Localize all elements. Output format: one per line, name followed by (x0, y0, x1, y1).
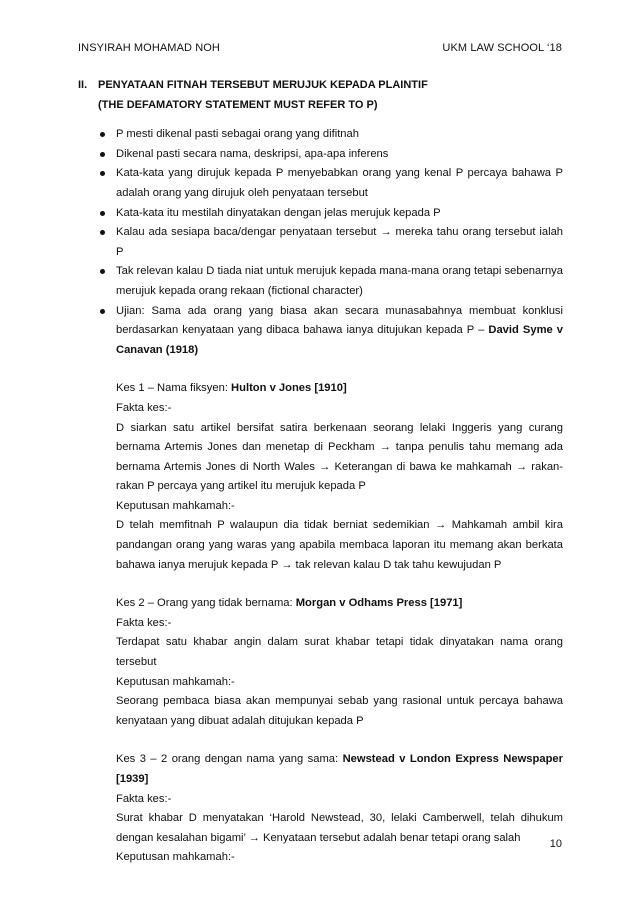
case-block (78, 750, 563, 868)
section-subtitle: (THE DEFAMATORY STATEMENT MUST REFER TO P) (98, 98, 378, 111)
case-label: Kes 1 – Nama fiksyen: (116, 382, 232, 395)
bullet-text: Dikenal pasti secara nama, deskripsi, apa-apa inferens (116, 147, 389, 160)
decision-text: Seorang pembaca biasa akan mempunyai sebab yang rasional untuk percaya bahawa kenyataan yang dibuat adalah ditujukan kepada P (116, 695, 563, 727)
page-content (78, 76, 563, 868)
facts-label: Fakta kes:- (116, 792, 172, 805)
decision-text: D telah memfitnah P walaupun dia tidak berniat sedemikian → Mahkamah ambil kira pandangan orang yang waras yang apabila membaca laporan itu memang akan berkata bahawa ianya merujuk kepada P → tak relevan kalau D tak tahu kewujudan P (116, 519, 563, 571)
facts-text: Terdapat satu khabar angin dalam surat khabar tetapi tidak dinyatakan nama orang tersebut (116, 636, 563, 669)
arrow-icon: → (380, 226, 392, 239)
bullet-text: mereka tahu orang tersebut ialah P (116, 226, 564, 258)
bullet-text: P mesti dikenal pasti sebagai orang yang difitnah (116, 128, 359, 141)
bullet-item (78, 204, 563, 224)
case-label: Kes 2 – Orang yang tidak bernama: (116, 597, 296, 610)
bullet-text: Ujian: Sama ada orang yang biasa akan secara munasabahnya membuat konklusi berdasarkan kenyataan yang dibaca bahawa ianya ditujukan kepada P – (116, 304, 563, 337)
facts-label: Fakta kes:- (116, 616, 172, 629)
decision-label: Keputusan mahkamah:- (116, 499, 235, 512)
bullet-text: Tak relevan kalau D tiada niat untuk merujuk kepada mana-mana orang tetapi sebenarnya merujuk kepada orang rekaan (fictional character) (116, 265, 563, 297)
bullet-text: Kata-kata itu mestilah dinyatakan dengan jelas merujuk kepada P (116, 206, 441, 219)
case-citation: Morgan v Odhams Press [1971] (295, 597, 463, 610)
page-number: 10 (549, 838, 562, 850)
bullet-text: Kalau ada sesiapa baca/dengar penyataan tersebut (116, 226, 377, 239)
case-block (78, 379, 563, 575)
header-author: INSYIRAH MOHAMAD NOH (78, 42, 220, 54)
bullet-item (78, 223, 563, 262)
case-citation: Newstead v London Express Newspaper [1939] (116, 753, 563, 785)
bullet-item (78, 302, 563, 361)
section-heading (78, 76, 563, 96)
case-citation: Hulton v Jones [1910] (231, 382, 347, 395)
facts-label: Fakta kes:- (116, 401, 172, 414)
facts-text: D siarkan satu artikel bersifat satira berkenaan seorang lelaki Inggeris yang curang bernama Artemis Jones dan menetap di Peckham → tanpa penulis tahu memang ada bernama Artemis Jones di North Wales → Keterangan di bawa ke mahkamah → rakan-rakan P percaya yang artikel itu merujuk kepada P (116, 421, 563, 493)
decision-label: Keputusan mahkamah:- (116, 675, 235, 688)
facts-text: Surat khabar D menyatakan ‘Harold Newstead, 30, lelaki Camberwell, telah dihukum dengan kesalahan bigami’ → Kenyataan tersebut adalah benar tetapi orang salah (116, 812, 563, 844)
case-label: Kes 3 – 2 orang dengan nama yang sama: (116, 753, 343, 766)
bullet-text: Kata-kata yang dirujuk kepada P menyebabkan orang yang kenal P percaya bahawa P adalah orang yang dirujuk oleh penyataan tersebut (116, 167, 563, 199)
bullet-list (78, 125, 563, 360)
bullet-item (78, 145, 563, 165)
bullet-item (78, 125, 563, 145)
bullet-item (78, 164, 563, 203)
case-title (116, 594, 563, 614)
case-block (78, 594, 563, 731)
case-title (116, 750, 563, 789)
case-title (116, 379, 563, 399)
section-title: PENYATAAN FITNAH TERSEBUT MERUJUK KEPADA PLAINTIF (98, 79, 428, 91)
decision-label: Keputusan mahkamah:- (116, 851, 235, 864)
case-citation: David Syme v Canavan (1918) (116, 324, 563, 356)
header-school: UKM LAW SCHOOL ‘18 (442, 42, 562, 54)
bullet-item (78, 262, 563, 301)
section-number: II. (78, 79, 88, 91)
page-header (78, 42, 562, 54)
